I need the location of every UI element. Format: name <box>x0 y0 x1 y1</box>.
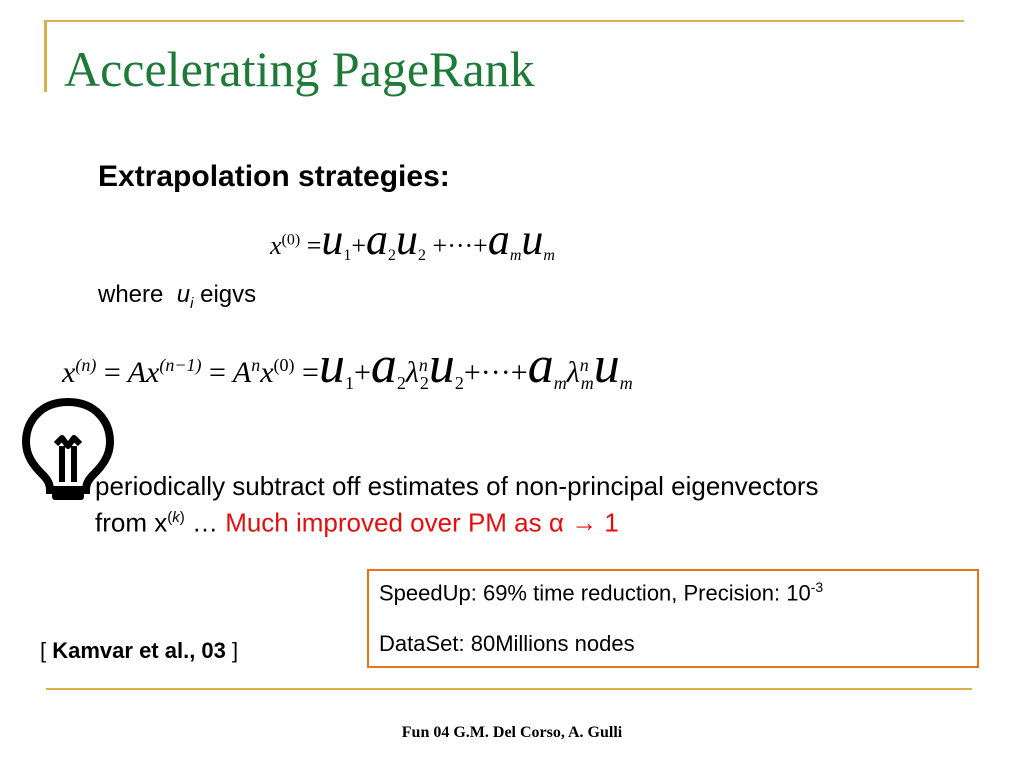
title-accent-vertical <box>44 20 47 92</box>
citation: [ Kamvar et al., 03 ] <box>40 638 239 663</box>
citation-authors: Kamvar et al., 03 <box>52 638 226 663</box>
where-variable: $u_i$ <box>176 281 194 312</box>
equation-power-iteration: $x^{(n)} = Ax^{(n-1)} = A^nx^{(0)} =u_1+a_2\lambda^n_2u_2+\cdot\cdot\cdot+a_m\lambda^n_mu_m$ <box>62 337 633 394</box>
slide-title: Accelerating PageRank <box>64 41 535 97</box>
description <box>95 470 995 539</box>
title-accent-horizontal <box>44 20 964 22</box>
where-text: eigvs <box>200 281 257 308</box>
footer-rule <box>46 688 972 690</box>
section-heading: Extrapolation strategies: <box>98 160 450 193</box>
speedup-line: SpeedUp: 69% time reduction, Precision: $10^{-3}$ <box>379 579 824 606</box>
improvement-note: Much improved over PM as α → 1 <box>225 507 619 538</box>
where-note <box>98 281 256 312</box>
dataset-line: DataSet: 80Millions nodes <box>379 631 635 656</box>
description-line-2: from $x^{(k)}$ … Much improved over PM as α → 1 <box>95 507 619 538</box>
description-line-1: periodically subtract off estimates of non-principal eigenvectors <box>95 471 819 501</box>
footer-text: Fun 04 G.M. Del Corso, A. Gulli <box>401 724 623 741</box>
equation-initial-vector: $x^{(0)} =u_1+a_2u_2 +\cdot\cdot\cdot+a_mu_m$ <box>270 215 555 265</box>
results-box <box>367 569 979 668</box>
where-label: where <box>98 281 164 308</box>
